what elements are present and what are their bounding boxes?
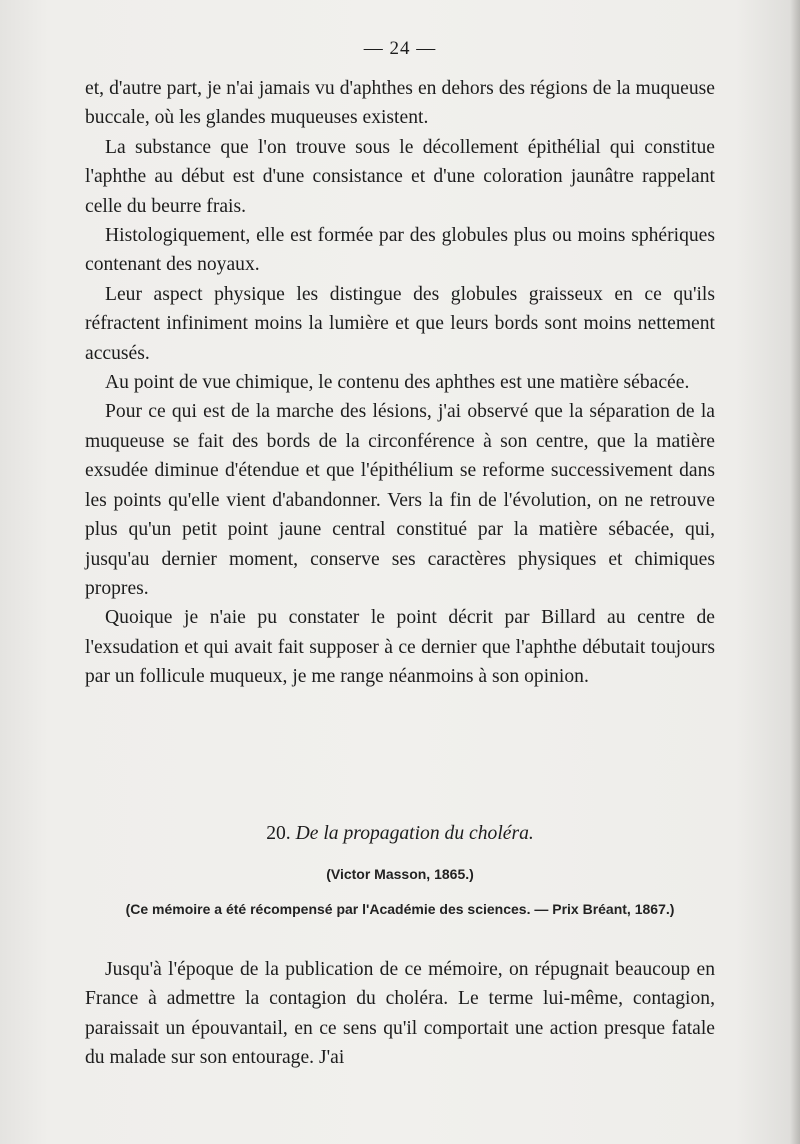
award-line: (Ce mémoire a été récompensé par l'Académie des sciences. — Prix Bréant, 1867.) [125, 901, 675, 917]
section-title: De la propagation du choléra. [295, 823, 534, 844]
paragraph-aspect: Leur aspect physique les distingue des globules graisseux en ce qu'ils réfractent infiniment moins la lumière et que leurs bords sont moins nettement accusés. [85, 283, 715, 364]
publisher-line: (Victor Masson, 1865.) [326, 866, 474, 882]
paragraph-substance: La substance que l'on trouve sous le décollement épithélial qui constitue l'aphthe au début est d'une consistance et d'une coloration jaunâtre rappelant celle du beurre frais. [85, 136, 715, 217]
paragraph-chemistry: Au point de vue chimique, le contenu des aphthes est une matière sébacée. [105, 372, 690, 394]
paragraph-billard: Quoique je n'aie pu constater le point décrit par Billard au centre de l'exsudation et qui avait fait supposer à ce dernier que l'aphthe débutait toujours par un follicule muqueux, je me range néanmoins à son opinion. [85, 607, 715, 688]
paragraph-continuation: et, d'autre part, je n'ai jamais vu d'aphthes en dehors des régions de la muqueuse buccale, où les glandes muqueuses existent. [85, 78, 715, 129]
paragraph-cholera-intro: Jusqu'à l'époque de la publication de ce mémoire, on répugnait beaucoup en France à admettre la contagion du choléra. Le terme lui-même, contagion, paraissait un épouvantail, en ce sens qu'il comportait une action presque fatale du malade sur son entourage. J'ai [85, 959, 715, 1069]
section-body [85, 955, 715, 1073]
section-heading [0, 823, 800, 845]
page-edge-shadow [790, 0, 800, 1144]
page-number: — 24 — [363, 38, 437, 59]
body-text [85, 74, 715, 692]
paragraph-lesions: Pour ce qui est de la marche des lésions, j'ai observé que la séparation de la muqueuse se fait des bords de la circonférence à son centre, que la matière exsudée diminue d'étendue et que l'épithélium se reforme successivement dans les points qu'elle vient d'abandonner. Vers la fin de l'évolution, on ne retrouve plus qu'un petit point jaune central constitué par la matière sébacée, qui, jusqu'au dernier moment, conserve ses caractères physiques et chimiques propres. [85, 401, 715, 599]
section-number: 20. [266, 823, 291, 844]
paragraph-histology: Histologiquement, elle est formée par des globules plus ou moins sphériques contenant des noyaux. [85, 225, 715, 276]
